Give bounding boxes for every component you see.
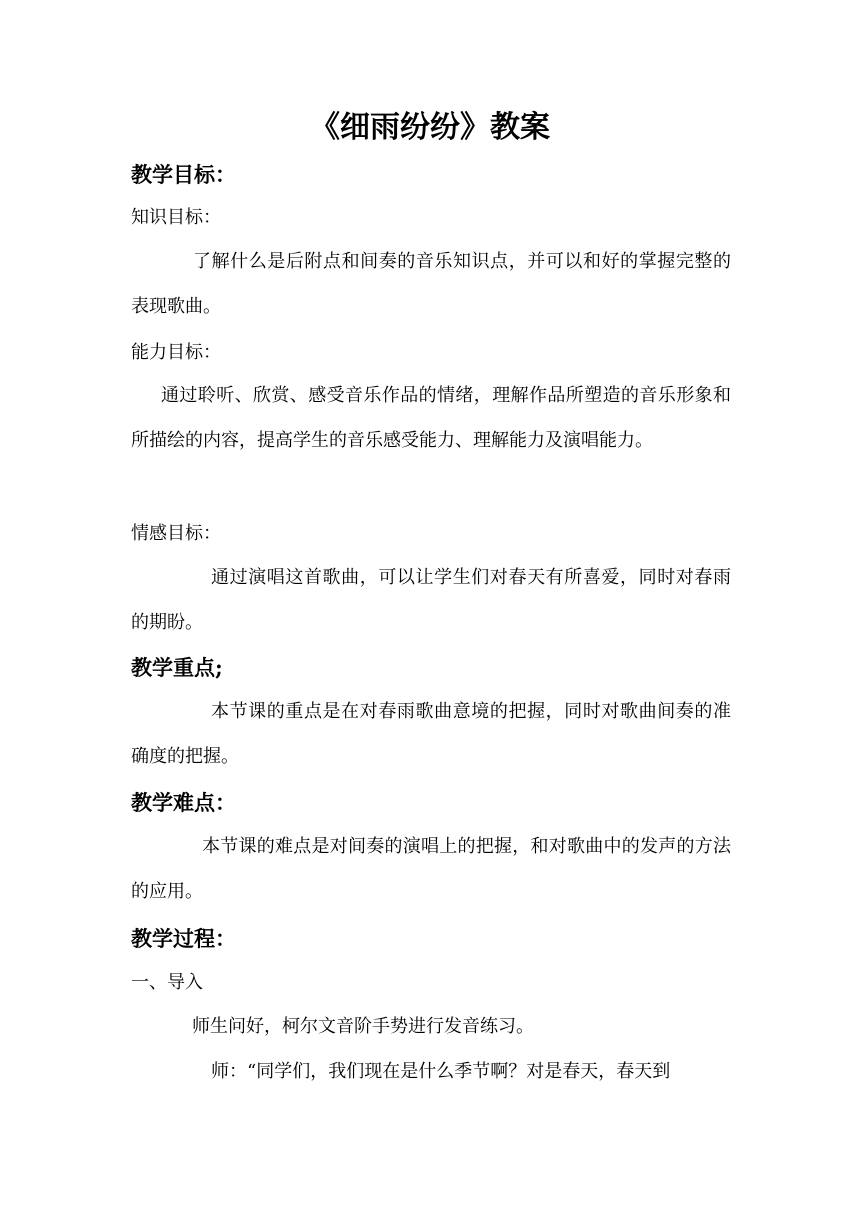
document-title: 《细雨纷纷》教案 — [310, 110, 550, 145]
ability-paragraph: 通过聆听、欣赏、感受音乐作品的情绪，理解作品所塑造的音乐形象和所描绘的内容，提高学生的音乐感受能力、理解能力及演唱能力。 — [131, 385, 731, 451]
difficulties-paragraph: 本节课的难点是对间奏的演唱上的把握，和对歌曲中的发声的方法的应用。 — [131, 836, 731, 902]
key-points-paragraph: 本节课的重点是在对春雨歌曲意境的把握，同时对歌曲间奏的准确度的把握。 — [131, 701, 731, 767]
knowledge-paragraph: 了解什么是后附点和间奏的音乐知识点，并可以和好的掌握完整的表现歌曲。 — [131, 251, 731, 317]
knowledge-label: 知识目标： — [131, 207, 221, 228]
emotion-label: 情感目标： — [131, 523, 221, 544]
step1-label: 一、导入 — [131, 972, 203, 993]
process-heading: 教学过程： — [131, 926, 236, 951]
ability-label: 能力目标： — [131, 342, 221, 363]
step1-paragraph: 师生问好，柯尔文音阶手势进行发音练习。 — [192, 1016, 534, 1037]
teacher-quote-paragraph: 师：“同学们，我们现在是什么季节啊？对是春天，春天到 — [211, 1061, 671, 1082]
objectives-heading: 教学目标： — [131, 162, 236, 187]
difficulties-heading: 教学难点： — [131, 790, 236, 815]
key-points-heading: 教学重点; — [131, 655, 223, 680]
emotion-paragraph: 通过演唱这首歌曲，可以让学生们对春天有所喜爱，同时对春雨的期盼。 — [131, 567, 731, 633]
